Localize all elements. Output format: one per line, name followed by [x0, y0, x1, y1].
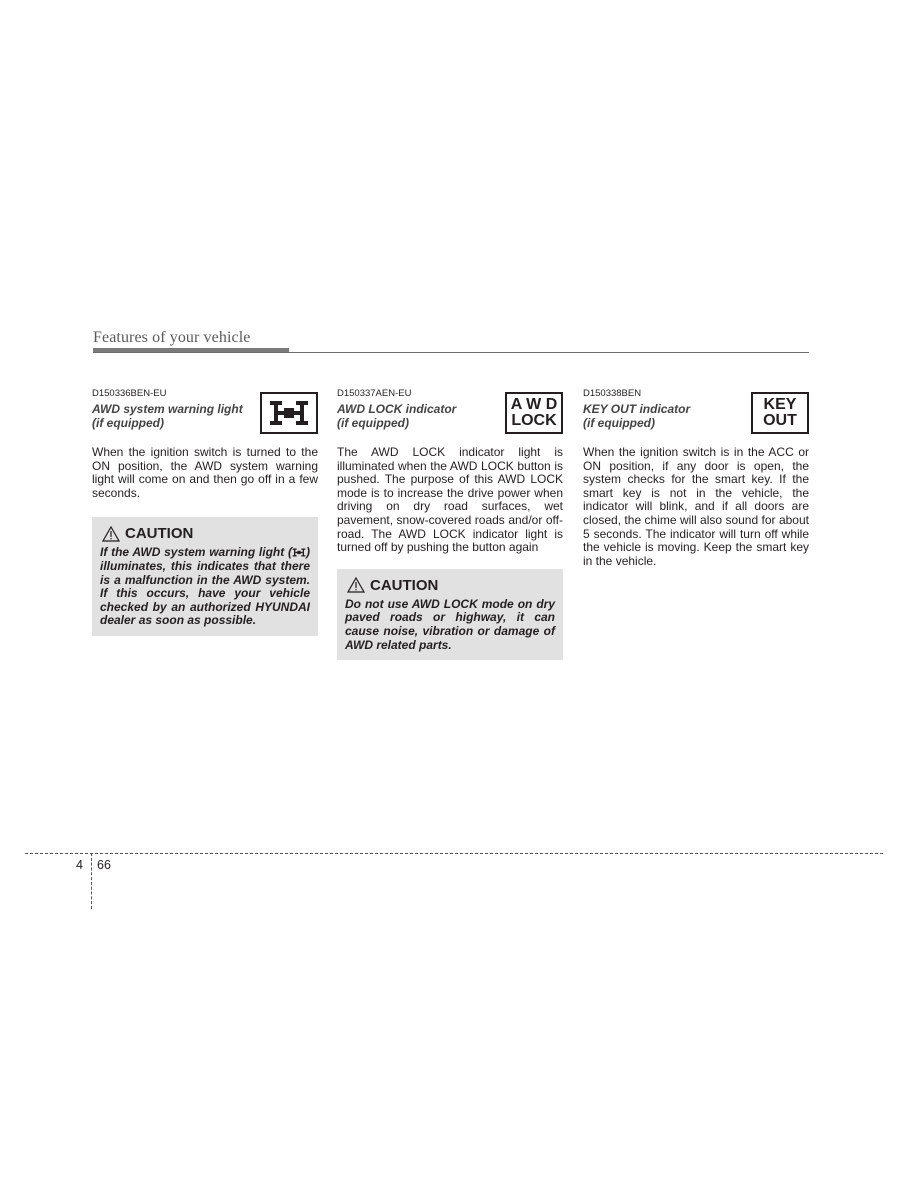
column-header — [583, 388, 809, 446]
caution-box — [337, 569, 563, 660]
subhead — [583, 402, 743, 430]
indicator-label: A W D LOCK — [510, 396, 558, 429]
subhead-line2: (if equipped) — [583, 416, 655, 430]
body-paragraph: The AWD LOCK indicator light is illuminated when the AWD LOCK button is pushed. The purpose of this AWD LOCK mode is to increase the drive power when driving on dry road surfaces, wet pavement, snow-covered roads and/or off-road. The AWD LOCK indicator light is turned off by pushing the button again — [337, 445, 563, 555]
caution-text-part2: ) illuminates, this indicates that there is a malfunction in the AWD system. If this occurs, have your vehicle checked by an authorized HYUNDAI dealer as soon as possible. — [100, 545, 310, 628]
column-awd-lock — [337, 388, 563, 660]
caution-label: CAUTION — [125, 525, 194, 543]
footer-dashed-divider — [91, 853, 92, 909]
column-header — [92, 388, 318, 446]
subhead-line2: (if equipped) — [92, 416, 164, 430]
caution-text: Do not use AWD LOCK mode on dry paved roads or highway, it can cause noise, vibration or damage of AWD related parts. — [345, 596, 555, 652]
caution-text-part1: If the AWD system warning light ( — [100, 545, 292, 560]
chapter-number: 4 — [76, 858, 83, 872]
subhead-line1: KEY OUT indicator — [583, 402, 691, 416]
warning-triangle-icon — [102, 526, 120, 542]
body-paragraph: When the ignition switch is turned to the ON position, the AWD system warning light will come on and then go off in a few seconds. — [92, 445, 318, 500]
column-awd-warning — [92, 388, 318, 636]
caution-text — [100, 546, 310, 628]
subhead — [337, 402, 497, 430]
caution-label: CAUTION — [370, 576, 439, 594]
caution-box — [92, 517, 318, 636]
footer-dashed-rule — [25, 853, 883, 854]
caution-heading — [347, 577, 555, 594]
subhead-line1: AWD system warning light — [92, 402, 243, 416]
subhead-line2: (if equipped) — [337, 416, 409, 430]
indicator-label: KEY OUT — [763, 396, 797, 429]
doc-code: D150338BEN — [583, 388, 642, 399]
section-title: Features of your vehicle — [93, 329, 251, 346]
column-header — [337, 388, 563, 446]
awd-lock-indicator-icon — [505, 392, 563, 434]
subhead — [92, 402, 252, 430]
header-rule-thin — [93, 352, 809, 353]
doc-code: D150337AEN-EU — [337, 388, 412, 399]
awd-drivetrain-icon — [260, 392, 318, 434]
warning-triangle-icon — [347, 577, 365, 593]
doc-code: D150336BEN-EU — [92, 388, 167, 399]
page-number: 66 — [97, 858, 111, 872]
awd-drivetrain-icon — [292, 547, 306, 558]
key-out-indicator-icon — [751, 392, 809, 434]
body-paragraph: When the ignition switch is in the ACC or ON position, if any door is open, the system checks for the smart key. If the smart key is not in the vehicle, the indicator will blink, and if all doors are closed, the chime will also sound for about 5 seconds. The indicator will turn off while the vehicle is moving. Keep the smart key in the vehicle. — [583, 445, 809, 568]
column-key-out — [583, 388, 809, 568]
subhead-line1: AWD LOCK indicator — [337, 402, 457, 416]
caution-heading — [102, 525, 310, 542]
